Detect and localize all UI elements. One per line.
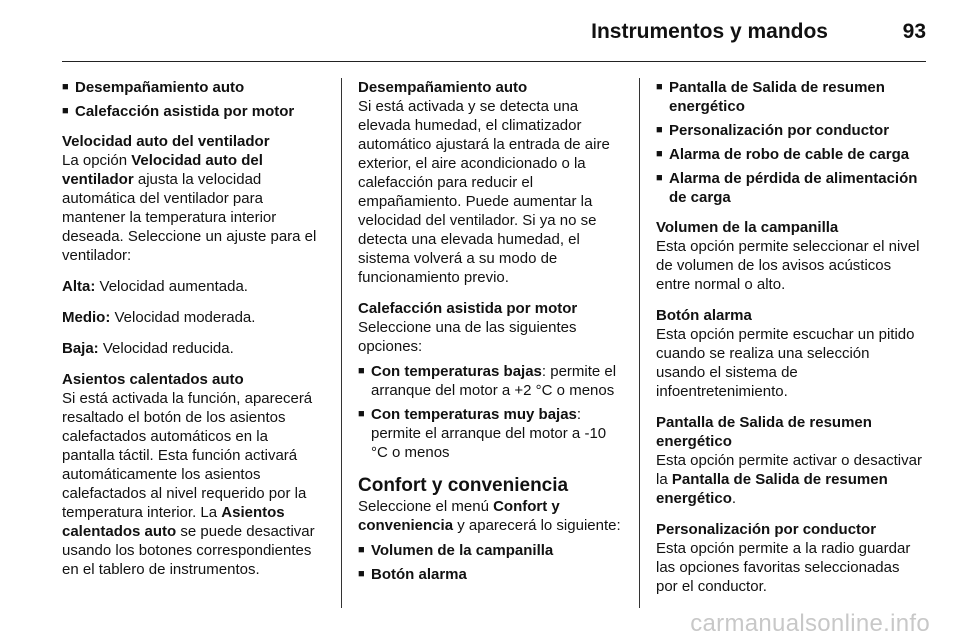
column-2	[358, 78, 623, 589]
column-divider	[639, 78, 640, 608]
list-item: ■ Alarma de robo de cable de carga	[656, 146, 910, 163]
section-title: Desempañamiento auto	[358, 79, 528, 96]
list-item: ■ Desempañamiento auto	[62, 79, 245, 96]
section-body: Si está activada la función, aparecerá resaltado el botón de los asientos calefactados automáticos en la pantalla táctil. Esta función activará automáticamente los asientos calefactados al nivel requerido por la temperatura interior. La Asientos calentados auto se puede desactivar usando los botones correspondientes en el tablero de instrumentos.	[62, 390, 315, 578]
column-divider	[341, 78, 342, 608]
list-item: ■ Con temperaturas muy bajas: permite el arranque del motor a -10 °C o menos	[358, 406, 607, 461]
energy-summary-section	[656, 413, 922, 508]
list-item: ■ Alarma de pérdida de alimentación de carga	[656, 170, 918, 206]
bullet-square-icon: ■	[62, 105, 69, 117]
section-body: Esta opción permite escuchar un pitido cuando se realiza una selección usando el sistema de infoentretenimiento.	[656, 326, 915, 400]
list-item: ■ Volumen de la campanilla	[358, 542, 554, 559]
header-rule	[62, 61, 926, 62]
bullet-square-icon: ■	[656, 148, 663, 160]
section-body: Si está activada y se detecta una elevada humedad, el climatizador automático ajustará la entrada de aire exterior, el aire acondicionado o la calefacción para reducir el empañamiento. Puede aumentar la velocidad del ventilador. Si ya no se detecta una elevada humedad, el sistema volverá a su modo de funcionamiento previo.	[358, 98, 610, 286]
section-body: Esta opción permite seleccionar el nivel de volumen de los avisos acústicos entre normal o alto.	[656, 238, 920, 293]
column-1	[62, 78, 323, 591]
watermark: carmanualsonline.info	[690, 610, 930, 637]
bullet-square-icon: ■	[358, 544, 365, 556]
fan-option: Medio: Velocidad moderada.	[62, 309, 256, 326]
bullet-square-icon: ■	[656, 124, 663, 136]
bullet-square-icon: ■	[358, 568, 365, 580]
section-title: Velocidad auto del ventilador	[62, 133, 270, 150]
section-title: Personalización por conductor	[656, 521, 877, 538]
chime-volume-section	[656, 218, 922, 294]
list-item: ■ Con temperaturas bajas: permite el arranque del motor a +2 °C o menos	[358, 363, 617, 399]
alarm-button-section	[656, 306, 922, 401]
section-title: Pantalla de Salida de resumen energético	[656, 414, 872, 450]
section-body: La opción Velocidad auto del ventilador ajusta la velocidad automática del ventilador para mantener la temperatura interior deseada. Seleccione un ajuste para el ventilador:	[62, 152, 317, 264]
bullet-square-icon: ■	[62, 81, 69, 93]
bullet-square-icon: ■	[358, 365, 365, 377]
comfort-intro: Seleccione el menú Confort y conveniencia y aparecerá lo siguiente:	[358, 498, 621, 534]
fan-option: Baja: Velocidad reducida.	[62, 340, 234, 357]
section-title: Calefacción asistida por motor	[358, 300, 578, 317]
bullet-square-icon: ■	[358, 408, 365, 420]
section-heading: Confort y conveniencia	[358, 475, 569, 496]
list-item: ■ Calefacción asistida por motor	[62, 103, 295, 120]
list-item: ■ Personalización por conductor	[656, 122, 890, 139]
fan-option: Alta: Velocidad aumentada.	[62, 278, 248, 295]
section-body: Esta opción permite activar o desactivar la Pantalla de Salida de resumen energético.	[656, 452, 922, 507]
section-title: Volumen de la campanilla	[656, 219, 839, 236]
list-item: ■ Botón alarma	[358, 566, 467, 583]
section-body: Esta opción permite a la radio guardar las opciones favoritas seleccionadas por el conductor.	[656, 540, 911, 595]
page-number: 93	[902, 20, 926, 43]
section-title: Botón alarma	[656, 307, 752, 324]
section-body: Seleccione una de las siguientes opciones:	[358, 319, 577, 355]
driver-personalization-section	[656, 520, 922, 596]
bullet-square-icon: ■	[656, 81, 663, 93]
bullet-square-icon: ■	[656, 172, 663, 184]
page-title: Instrumentos y mandos	[591, 20, 828, 43]
list-item: ■ Pantalla de Salida de resumen energético	[656, 79, 885, 115]
engine-assist-section	[358, 299, 623, 356]
auto-defog-section	[358, 78, 623, 287]
fan-speed-section	[62, 132, 323, 265]
heated-seats-section	[62, 370, 323, 579]
section-title: Asientos calentados auto	[62, 371, 244, 388]
column-3	[656, 78, 922, 608]
